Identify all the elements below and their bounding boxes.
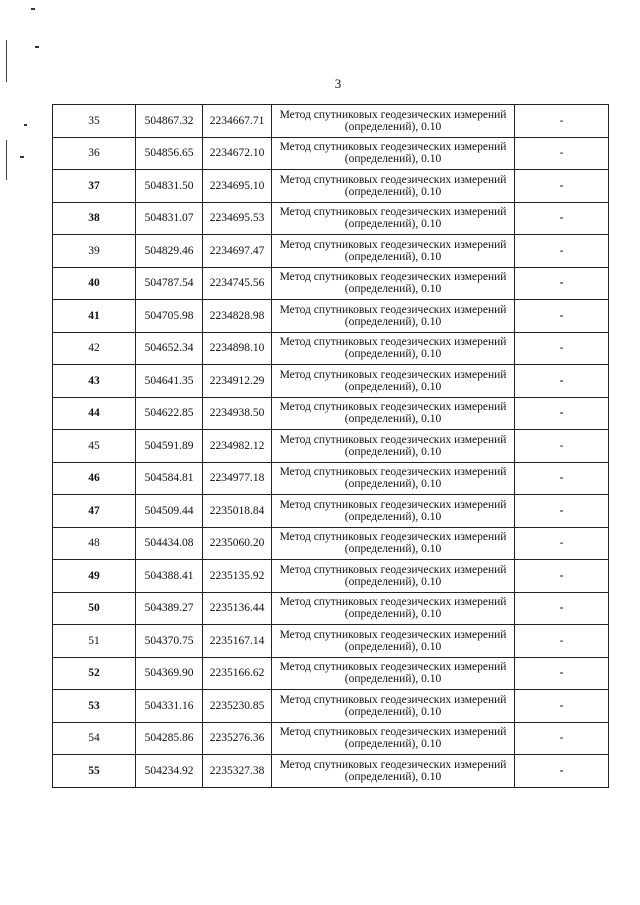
point-number-cell: 55 [53, 755, 136, 788]
method-text-line1: Метод спутниковых геодезических измерений [279, 531, 507, 544]
x-coordinate-cell: 504831.50 [136, 170, 203, 203]
last-column-cell: - [515, 755, 609, 788]
table-row [53, 137, 609, 170]
method-text-line2: (определений), 0.10 [344, 640, 442, 653]
table-row [53, 462, 609, 495]
method-text-line2: (определений), 0.10 [344, 315, 442, 328]
method-text-line1: Метод спутниковых геодезических измерений [279, 173, 507, 186]
method-cell [272, 170, 515, 203]
method-cell [272, 462, 515, 495]
point-number-cell: 38 [53, 202, 136, 235]
method-text-line2: (определений), 0.10 [344, 608, 442, 621]
coordinates-table-body [53, 105, 609, 788]
method-text-line2: (определений), 0.10 [344, 510, 442, 523]
point-number-cell: 54 [53, 722, 136, 755]
method-text-line2: (определений), 0.10 [344, 283, 442, 296]
last-column-cell: - [515, 527, 609, 560]
last-column-cell: - [515, 397, 609, 430]
table-row [53, 495, 609, 528]
x-coordinate-cell: 504285.86 [136, 722, 203, 755]
method-text-line1: Метод спутниковых геодезических измерений [279, 206, 507, 219]
method-text-line2: (определений), 0.10 [344, 543, 442, 556]
point-number-cell: 43 [53, 365, 136, 398]
last-column-cell: - [515, 137, 609, 170]
method-cell [272, 300, 515, 333]
method-cell [272, 105, 515, 138]
method-text-line1: Метод спутниковых геодезических измерений [279, 401, 507, 414]
x-coordinate-cell: 504389.27 [136, 592, 203, 625]
y-coordinate-cell: 2235230.85 [203, 690, 272, 723]
table-row [53, 300, 609, 333]
method-text-line1: Метод спутниковых геодезических измерений [279, 303, 507, 316]
y-coordinate-cell: 2234745.56 [203, 267, 272, 300]
y-coordinate-cell: 2234912.29 [203, 365, 272, 398]
last-column-cell: - [515, 300, 609, 333]
x-coordinate-cell: 504369.90 [136, 657, 203, 690]
point-number-cell: 50 [53, 592, 136, 625]
method-cell [272, 527, 515, 560]
x-coordinate-cell: 504370.75 [136, 625, 203, 658]
y-coordinate-cell: 2234667.71 [203, 105, 272, 138]
margin-mark [35, 46, 39, 48]
last-column-cell: - [515, 722, 609, 755]
x-coordinate-cell: 504234.92 [136, 755, 203, 788]
method-cell [272, 332, 515, 365]
margin-mark [24, 124, 27, 126]
method-text-line2: (определений), 0.10 [344, 153, 442, 166]
last-column-cell: - [515, 105, 609, 138]
table-row [53, 527, 609, 560]
method-text-line1: Метод спутниковых геодезических измерений [279, 368, 507, 381]
method-text-line2: (определений), 0.10 [344, 738, 442, 751]
y-coordinate-cell: 2235276.36 [203, 722, 272, 755]
method-cell [272, 202, 515, 235]
method-cell [272, 365, 515, 398]
y-coordinate-cell: 2235060.20 [203, 527, 272, 560]
point-number-cell: 36 [53, 137, 136, 170]
method-text-line1: Метод спутниковых геодезических измерений [279, 498, 507, 511]
point-number-cell: 44 [53, 397, 136, 430]
method-text-line2: (определений), 0.10 [344, 673, 442, 686]
method-text-line2: (определений), 0.10 [344, 120, 442, 133]
method-cell [272, 690, 515, 723]
point-number-cell: 49 [53, 560, 136, 593]
method-text-line1: Метод спутниковых геодезических измерений [279, 271, 507, 284]
method-cell [272, 755, 515, 788]
method-text-line2: (определений), 0.10 [344, 218, 442, 231]
y-coordinate-cell: 2234697.47 [203, 235, 272, 268]
method-cell [272, 560, 515, 593]
table-row [53, 430, 609, 463]
last-column-cell: - [515, 430, 609, 463]
point-number-cell: 52 [53, 657, 136, 690]
method-text-line1: Метод спутниковых геодезических измерений [279, 628, 507, 641]
method-cell [272, 235, 515, 268]
x-coordinate-cell: 504831.07 [136, 202, 203, 235]
y-coordinate-cell: 2234695.10 [203, 170, 272, 203]
method-text-line1: Метод спутниковых геодезических измерений [279, 141, 507, 154]
margin-mark [31, 8, 35, 10]
method-cell [272, 495, 515, 528]
point-number-cell: 46 [53, 462, 136, 495]
y-coordinate-cell: 2234938.50 [203, 397, 272, 430]
table-row [53, 755, 609, 788]
y-coordinate-cell: 2234977.18 [203, 462, 272, 495]
method-cell [272, 592, 515, 625]
table-row [53, 625, 609, 658]
method-cell [272, 625, 515, 658]
x-coordinate-cell: 504829.46 [136, 235, 203, 268]
last-column-cell: - [515, 657, 609, 690]
method-text-line2: (определений), 0.10 [344, 478, 442, 491]
left-edge-line [6, 140, 7, 180]
method-text-line2: (определений), 0.10 [344, 575, 442, 588]
method-cell [272, 137, 515, 170]
y-coordinate-cell: 2235327.38 [203, 755, 272, 788]
method-text-line2: (определений), 0.10 [344, 705, 442, 718]
table-row [53, 202, 609, 235]
method-text-line2: (определений), 0.10 [344, 348, 442, 361]
x-coordinate-cell: 504856.65 [136, 137, 203, 170]
method-text-line1: Метод спутниковых геодезических измерений [279, 238, 507, 251]
point-number-cell: 48 [53, 527, 136, 560]
table-row [53, 267, 609, 300]
method-text-line2: (определений), 0.10 [344, 380, 442, 393]
x-coordinate-cell: 504584.81 [136, 462, 203, 495]
method-text-line1: Метод спутниковых геодезических измерений [279, 758, 507, 771]
table-row [53, 657, 609, 690]
last-column-cell: - [515, 202, 609, 235]
x-coordinate-cell: 504867.32 [136, 105, 203, 138]
method-text-line2: (определений), 0.10 [344, 413, 442, 426]
last-column-cell: - [515, 690, 609, 723]
method-cell [272, 657, 515, 690]
last-column-cell: - [515, 462, 609, 495]
table-row [53, 592, 609, 625]
point-number-cell: 41 [53, 300, 136, 333]
last-column-cell: - [515, 495, 609, 528]
y-coordinate-cell: 2234828.98 [203, 300, 272, 333]
point-number-cell: 35 [53, 105, 136, 138]
last-column-cell: - [515, 365, 609, 398]
last-column-cell: - [515, 235, 609, 268]
x-coordinate-cell: 504591.89 [136, 430, 203, 463]
method-cell [272, 722, 515, 755]
y-coordinate-cell: 2235167.14 [203, 625, 272, 658]
last-column-cell: - [515, 267, 609, 300]
point-number-cell: 51 [53, 625, 136, 658]
method-text-line1: Метод спутниковых геодезических измерений [279, 693, 507, 706]
table-row [53, 397, 609, 430]
method-cell [272, 267, 515, 300]
method-text-line2: (определений), 0.10 [344, 250, 442, 263]
x-coordinate-cell: 504652.34 [136, 332, 203, 365]
last-column-cell: - [515, 332, 609, 365]
method-text-line1: Метод спутниковых геодезических измерений [279, 108, 507, 121]
method-text-line2: (определений), 0.10 [344, 770, 442, 783]
y-coordinate-cell: 2235135.92 [203, 560, 272, 593]
y-coordinate-cell: 2235018.84 [203, 495, 272, 528]
y-coordinate-cell: 2234982.12 [203, 430, 272, 463]
method-text-line1: Метод спутниковых геодезических измерений [279, 661, 507, 674]
y-coordinate-cell: 2235136.44 [203, 592, 272, 625]
x-coordinate-cell: 504622.85 [136, 397, 203, 430]
x-coordinate-cell: 504434.08 [136, 527, 203, 560]
table-row [53, 365, 609, 398]
method-cell [272, 430, 515, 463]
method-text-line1: Метод спутниковых геодезических измерений [279, 596, 507, 609]
point-number-cell: 42 [53, 332, 136, 365]
x-coordinate-cell: 504705.98 [136, 300, 203, 333]
method-text-line2: (определений), 0.10 [344, 185, 442, 198]
coordinates-table [52, 104, 609, 788]
point-number-cell: 37 [53, 170, 136, 203]
method-text-line1: Метод спутниковых геодезических измерений [279, 433, 507, 446]
point-number-cell: 45 [53, 430, 136, 463]
x-coordinate-cell: 504331.16 [136, 690, 203, 723]
point-number-cell: 47 [53, 495, 136, 528]
point-number-cell: 39 [53, 235, 136, 268]
last-column-cell: - [515, 625, 609, 658]
margin-mark [20, 156, 24, 158]
x-coordinate-cell: 504388.41 [136, 560, 203, 593]
method-text-line1: Метод спутниковых геодезических измерений [279, 726, 507, 739]
table-row [53, 560, 609, 593]
table-row [53, 170, 609, 203]
last-column-cell: - [515, 170, 609, 203]
table-row [53, 235, 609, 268]
last-column-cell: - [515, 592, 609, 625]
method-cell [272, 397, 515, 430]
table-row [53, 722, 609, 755]
method-text-line1: Метод спутниковых геодезических измерений [279, 336, 507, 349]
y-coordinate-cell: 2234672.10 [203, 137, 272, 170]
point-number-cell: 53 [53, 690, 136, 723]
table-row [53, 332, 609, 365]
x-coordinate-cell: 504641.35 [136, 365, 203, 398]
y-coordinate-cell: 2234898.10 [203, 332, 272, 365]
table-row [53, 690, 609, 723]
point-number-cell: 40 [53, 267, 136, 300]
x-coordinate-cell: 504509.44 [136, 495, 203, 528]
y-coordinate-cell: 2234695.53 [203, 202, 272, 235]
x-coordinate-cell: 504787.54 [136, 267, 203, 300]
method-text-line2: (определений), 0.10 [344, 445, 442, 458]
table-row [53, 105, 609, 138]
last-column-cell: - [515, 560, 609, 593]
page-number: 3 [334, 76, 342, 91]
method-text-line1: Метод спутниковых геодезических измерений [279, 466, 507, 479]
y-coordinate-cell: 2235166.62 [203, 657, 272, 690]
method-text-line1: Метод спутниковых геодезических измерений [279, 563, 507, 576]
